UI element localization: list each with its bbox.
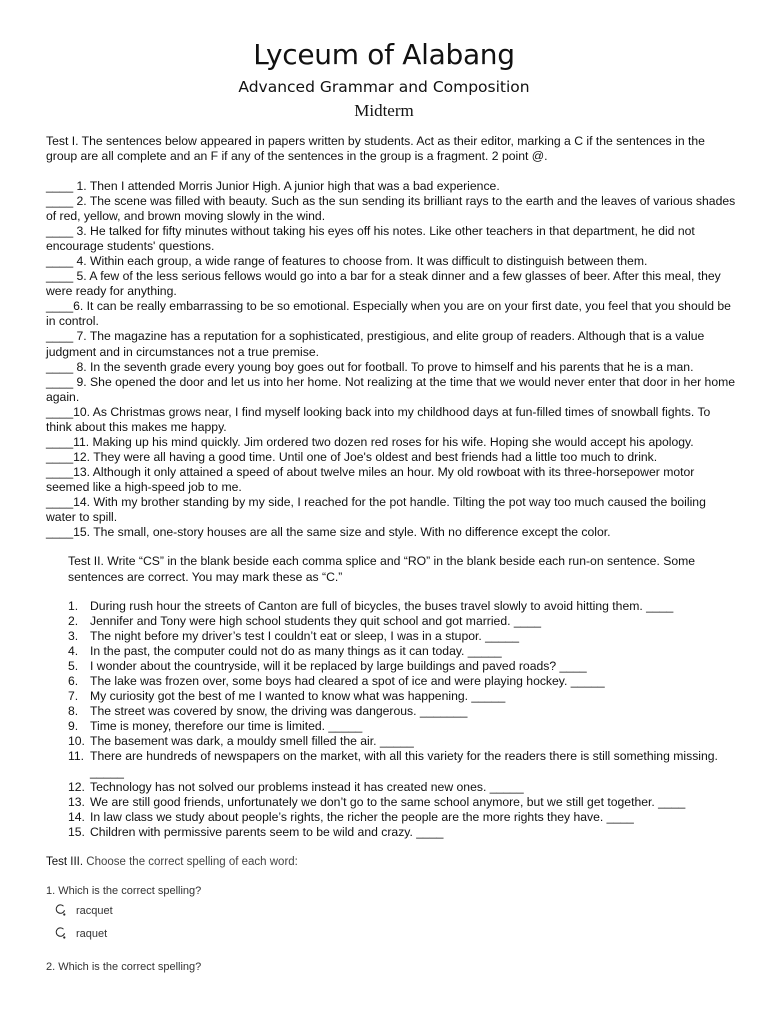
test2-instructions: Test II. Write “CS” in the blank beside each comma splice and “RO” in the blank beside each run-on sentence. Some sentences are correct. You may mark these as “C.” bbox=[68, 554, 696, 584]
test1-item: ____ 1. Then I attended Morris Junior High. A junior high that was a bad experience. bbox=[46, 179, 500, 193]
test3-instruction-text: Choose the correct spelling of each word: bbox=[83, 856, 298, 868]
test1-item: ____14. With my brother standing by my side, I reached for the pot handle. Tilting the pot way too much caused the boiling water to spill. bbox=[46, 494, 706, 525]
test1-item: ____6. It can be really embarrassing to be so emotional. Especially when you are on your first date, you feel that you should be in control. bbox=[46, 299, 731, 329]
item-text: During rush hour the streets of Canton are full of bicycles, the buses travel slowly to avoid hitting them. ____ bbox=[90, 599, 674, 613]
item-number: 11. bbox=[68, 749, 85, 764]
test2-item bbox=[68, 734, 718, 749]
option-label: raquet bbox=[76, 928, 108, 940]
test2-item bbox=[68, 825, 718, 840]
item-number: 10. bbox=[68, 734, 85, 749]
test1-item: ____12. They were all having a good time. Until one of Joe's oldest and best friends had a little too much to drink. bbox=[46, 449, 658, 464]
item-text: Time is money, therefore our time is limited. _____ bbox=[90, 719, 363, 734]
test2-item bbox=[68, 674, 718, 689]
course-title: Advanced Grammar and Composition bbox=[238, 78, 530, 96]
exam-title: Midterm bbox=[354, 101, 414, 120]
question-2: 2. Which is the correct spelling? bbox=[46, 961, 202, 973]
test2-item bbox=[68, 810, 718, 825]
test1-item: ____ 2. The scene was filled with beauty. Such as the sun sending its brilliant rays to the earth and the leaves of various shades of red, yellow, and brown moving slowly in the wind. bbox=[46, 194, 736, 224]
test2-item bbox=[68, 599, 718, 614]
item-text: Technology has not solved our problems instead it has created new ones. _____ bbox=[90, 779, 524, 794]
item-number: 6. bbox=[68, 674, 79, 689]
item-number: 1. bbox=[68, 599, 79, 613]
item-number: 15. bbox=[68, 824, 85, 839]
test1-item: ____ 7. The magazine has a reputation for a sophisticated, prestigious, and elite group of readers. Although that is a value judgment and in circumstances not a true premise. bbox=[46, 329, 705, 359]
option-racquet[interactable] bbox=[54, 903, 113, 919]
test1-item: ____13. Although it only attained a speed of about twelve miles an hour. My old rowboat with its three-horsepower motor seemed like a high-speed job to me. bbox=[46, 464, 695, 494]
item-number: 7. bbox=[68, 689, 79, 704]
test2-item bbox=[68, 795, 718, 810]
test2-item bbox=[68, 689, 718, 704]
test1-item: ____ 9. She opened the door and let us into her home. Not realizing at the time that we would never enter that door in her home again. bbox=[46, 374, 736, 404]
option-raquet[interactable] bbox=[54, 926, 107, 942]
question-1: 1. Which is the correct spelling? bbox=[46, 885, 202, 897]
test1-item: ____15. The small, one-story houses are all the same size and style. With no difference except the color. bbox=[46, 525, 611, 540]
test3-lead: Test III. bbox=[46, 856, 84, 868]
item-number: 5. bbox=[68, 659, 79, 674]
test2-item bbox=[68, 719, 718, 734]
school-name: Lyceum of Alabang bbox=[253, 38, 515, 71]
test1-item: ____11. Making up his mind quickly. Jim ordered two dozen red roses for his wife. Hoping she would accept his apology. bbox=[46, 434, 694, 449]
item-text: The basement was dark, a mouldy smell filled the air. _____ bbox=[90, 734, 414, 749]
item-text: We are still good friends, unfortunately we don’t go to the same school anymore, but we still get together. ____ bbox=[90, 794, 686, 809]
item-text: In law class we study about people’s rights, the richer the people are the more rights they have. ____ bbox=[90, 809, 634, 824]
test2-item bbox=[68, 614, 718, 629]
test1-item: ____ 4. Within each group, a wide range of features to choose from. It was difficult to distinguish between them. bbox=[46, 254, 648, 269]
item-text: I wonder about the countryside, will it be replaced by large buildings and paved roads? ____ bbox=[90, 659, 587, 674]
test1-instructions: Test I. The sentences below appeared in papers written by students. Act as their editor, marking a C if the sentences in the group are all complete and an F if any of the sentences in the group is a fragment. 2 point @. bbox=[46, 134, 705, 163]
item-text: There are hundreds of newspapers on the market, with all this variety for the readers there is still something missing. _____ bbox=[90, 749, 718, 779]
item-number: 8. bbox=[68, 704, 79, 719]
item-number: 14. bbox=[68, 809, 85, 824]
item-text: In the past, the computer could not do as many things as it can today. _____ bbox=[90, 644, 502, 659]
test1-item: ____ 5. A few of the less serious fellows would go into a bar for a steak dinner and a few glasses of beer. After this meal, they were ready for anything. bbox=[46, 269, 721, 299]
test1-item: ____10. As Christmas grows near, I find myself looking back into my childhood days at fun-filled times of snowball fights. To think about this makes me happy. bbox=[46, 404, 711, 434]
item-number: 4. bbox=[68, 644, 79, 659]
test3-instructions bbox=[46, 856, 298, 868]
item-number: 3. bbox=[68, 629, 79, 644]
test2-list bbox=[68, 599, 718, 840]
item-number: 2. bbox=[68, 614, 79, 629]
item-text: The street was covered by snow, the driving was dangerous. _______ bbox=[90, 704, 468, 719]
test2-item bbox=[68, 659, 718, 674]
option-label: racquet bbox=[76, 905, 113, 917]
item-text: Children with permissive parents seem to be wild and crazy. ____ bbox=[90, 824, 444, 839]
item-number: 9. bbox=[68, 719, 79, 734]
radio-icon[interactable] bbox=[54, 926, 68, 942]
item-text: My curiosity got the best of me I wanted to know what was happening. _____ bbox=[90, 689, 506, 704]
item-number: 12. bbox=[68, 779, 85, 794]
test2-item bbox=[68, 644, 718, 659]
test2-item bbox=[68, 749, 718, 779]
item-text: The lake was frozen over, some boys had cleared a spot of ice and were playing hockey. _____ bbox=[90, 674, 605, 689]
item-text: The night before my driver’s test I couldn’t eat or sleep, I was in a stupor. _____ bbox=[90, 629, 520, 644]
test1-item: ____ 3. He talked for fifty minutes without taking his eyes off his notes. Like other teachers in that department, he did not encourage students' questions. bbox=[46, 224, 695, 254]
test2-item bbox=[68, 780, 718, 795]
item-number: 13. bbox=[68, 794, 85, 809]
radio-icon[interactable] bbox=[54, 903, 68, 919]
test1-item: ____ 8. In the seventh grade every young boy goes out for football. To prove to himself and his parents that he is a man. bbox=[46, 359, 694, 374]
item-text: Jennifer and Tony were high school students they quit school and got married. ____ bbox=[90, 614, 541, 629]
test2-item bbox=[68, 704, 718, 719]
test2-item bbox=[68, 629, 718, 644]
test1-list bbox=[46, 179, 736, 540]
